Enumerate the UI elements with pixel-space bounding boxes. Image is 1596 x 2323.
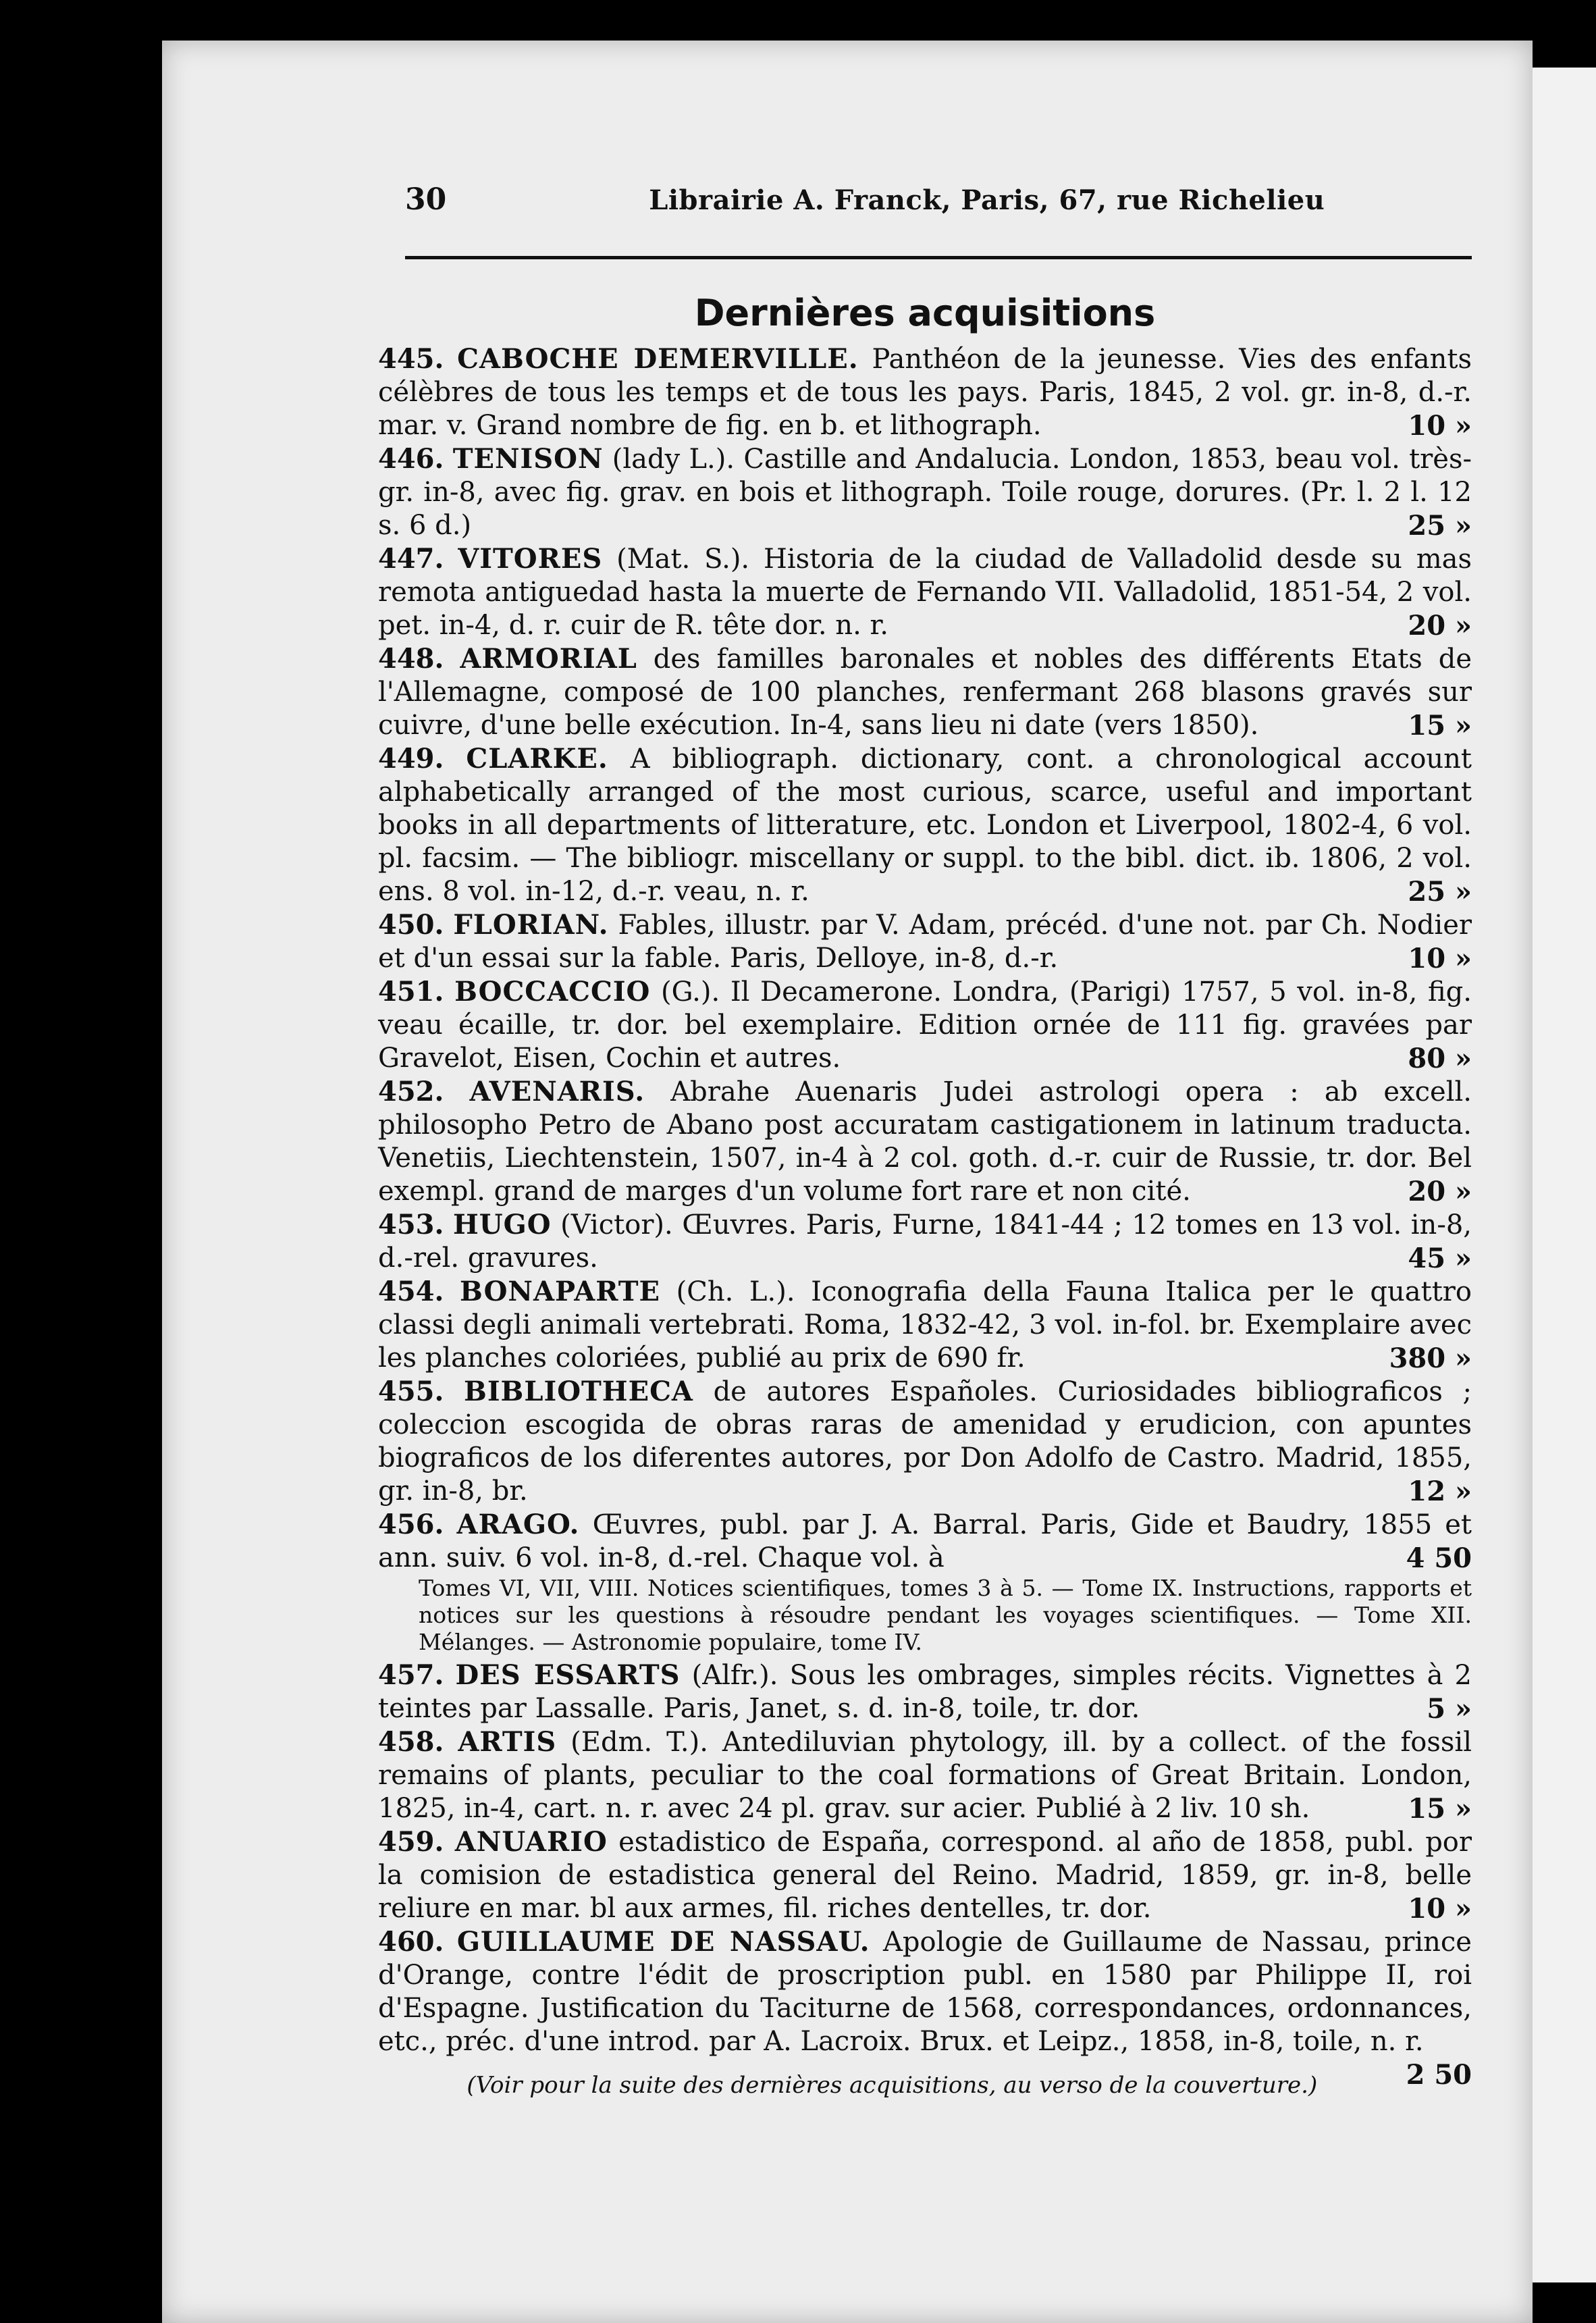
entry-number: 460. — [378, 1926, 444, 1958]
entry-text: (Victor). Œuvres. Paris, Furne, 1841-44 ; 12 tomes en 13 vol. in-8, d.-rel. gravures. — [378, 1209, 1472, 1274]
entry-number: 450. — [378, 909, 444, 941]
entry-number: 458. — [378, 1726, 444, 1758]
entry-number: 446. — [378, 443, 444, 475]
entry-text: Fables, illustr. par V. Adam, précéd. d'une not. par Ch. Nodier et d'un essai sur la fable. Paris, Delloye, in-8, d.-r. — [378, 910, 1472, 974]
entry-author: ARAGO. — [456, 1509, 580, 1540]
entry-price: 380 » — [1389, 1342, 1472, 1374]
entry-author: BONAPARTE — [460, 1276, 661, 1307]
entry-text: Œuvres, publ. par J. A. Barral. Paris, Gide et Baudry, 1855 et ann. suiv. 6 vol. in-8, d.-rel. Chaque vol. à — [378, 1509, 1472, 1573]
entry-author: VITORES — [458, 543, 603, 575]
list-item — [378, 1275, 1472, 1375]
entry-author: CLARKE. — [466, 743, 608, 775]
entry-number: 459. — [378, 1826, 444, 1858]
entry-author: BOCCACCIO — [454, 976, 651, 1008]
entry-text: (G.). Il Decamerone. Londra, (Parigi) 1757, 5 vol. in-8, fig. veau écaille, tr. dor. bel exemplaire. Edition ornée de 111 fig. gravées par Gravelot, Eisen, Cochin et autres. — [378, 976, 1472, 1074]
entry-number: 447. — [378, 543, 444, 575]
running-head — [405, 182, 1472, 259]
entry-text: (lady L.). Castille and Andalucia. London, 1853, beau vol. très-gr. in-8, avec fig. grav. en bois et lithograph. Toile rouge, dorures. (Pr. l. 2 l. 12 s. 6 d.) — [378, 444, 1472, 541]
entry-number: 457. — [378, 1659, 444, 1691]
entry-author: DES ESSARTS — [455, 1659, 681, 1691]
entry-price: 15 » — [1408, 710, 1472, 741]
next-page-edge — [1533, 68, 1596, 2282]
entry-text: (Edm. T.). Antediluvian phytology, ill. by a collect. of the fossil remains of plants, peculiar to the coal formations of Great Britain. London, 1825, in-4, cart. n. r. avec 24 pl. grav. sur acier. Publié à 2 liv. 10 sh. — [378, 1727, 1472, 1824]
entry-price: 4 50 — [1406, 1542, 1472, 1574]
list-item — [378, 742, 1472, 908]
entry-price: 80 » — [1408, 1043, 1472, 1074]
entry-text: des familles baronales et nobles des différents Etats de l'Allemagne, composé de 100 planches, renfermant 268 blasons gravés sur cuivre, d'une belle exécution. In-4, sans lieu ni date (vers 1850). — [378, 644, 1472, 741]
entry-price: 25 » — [1408, 510, 1472, 542]
entry-text: Apologie de Guillaume de Nassau, prince d'Orange, contre l'édit de proscription publ. en 1580 par Philippe II, roi d'Espagne. Justification du Taciturne de 1568, correspondances, ordonnances, etc., préc. d'une introd. par A. Lacroix. Brux. et Leipz., 1858, in-8, toile, n. r. — [378, 1927, 1472, 2057]
entry-number: 448. — [378, 643, 444, 675]
entry-text: Panthéon de la jeunesse. Vies des enfants célèbres de tous les temps et de tous les pays. Paris, 1845, 2 vol. gr. in-8, d.-r. mar. v. Grand nombre de fig. en b. et lithograph. — [378, 344, 1472, 441]
page-number: 30 — [405, 182, 447, 217]
entry-price: 10 » — [1408, 410, 1472, 442]
entry-price: 45 » — [1408, 1243, 1472, 1274]
entry-text: (Ch. L.). Iconografia della Fauna Italica per le quattro classi degli animali vertebrati. Roma, 1832-42, 3 vol. in-fol. br. Exemplaire avec les planches coloriées, publié au prix de 690 fr. — [378, 1276, 1472, 1374]
list-item — [378, 1375, 1472, 1508]
entry-text: de autores Españoles. Curiosidades bibliograficos ; coleccion escogida de obras raras de amenidad y erudicion, con apuntes biograficos de los diferentes autores, por Don Adolfo de Castro. Madrid, 1855, gr. in-8, br. — [378, 1376, 1472, 1507]
bookseller-imprint: Librairie A. Franck, Paris, 67, rue Richelieu — [649, 184, 1325, 216]
list-item — [378, 908, 1472, 975]
list-item — [378, 642, 1472, 742]
entry-price: 20 » — [1408, 1176, 1472, 1207]
entry-price: 10 » — [1408, 943, 1472, 974]
entry-price: 10 » — [1408, 1893, 1472, 1925]
list-item — [378, 1075, 1472, 1208]
page-content — [378, 182, 1472, 2099]
list-item — [378, 342, 1472, 442]
entry-text: (Mat. S.). Historia de la ciudad de Valladolid desde su mas remota antiguedad hasta la muerte de Fernando VII. Valladolid, 1851-54, 2 vol. pet. in-4, d. r. cuir de R. tête dor. n. r. — [378, 544, 1472, 641]
entry-number: 454. — [378, 1276, 444, 1307]
arago-volumes-note: Tomes VI, VII, VIII. Notices scientifiques, tomes 3 à 5. — Tome IX. Instructions, rapports et notices sur les questions à résoudre pendant les voyages scientifiques. — Tome XII. Mélanges. — Astronomie populaire, tome IV. — [419, 1575, 1472, 1655]
list-item — [378, 1508, 1472, 1575]
entry-author: HUGO — [452, 1209, 552, 1241]
entry-number: 451. — [378, 976, 444, 1008]
list-item — [378, 1208, 1472, 1275]
entry-text: estadistico de España, correspond. al año de 1858, publ. por la comision de estadistica general del Reino. Madrid, 1859, gr. in-8, belle reliure en mar. bl aux armes, fil. riches dentelles, tr. dor. — [378, 1827, 1472, 1924]
entry-author: ARMORIAL — [460, 643, 637, 675]
entry-number: 445. — [378, 343, 444, 375]
entry-number: 456. — [378, 1509, 444, 1540]
entry-author: AVENARIS. — [469, 1076, 645, 1107]
entry-author: TENISON — [452, 443, 604, 475]
entry-price: 15 » — [1408, 1793, 1472, 1825]
entry-author: ANUARIO — [454, 1826, 608, 1858]
entry-number: 455. — [378, 1376, 444, 1407]
entry-author: ARTIS — [458, 1726, 557, 1758]
continuation-note: (Voir pour la suite des dernières acquisitions, au verso de la couverture.) — [467, 2072, 1318, 2099]
section-title: Dernières acquisitions — [694, 292, 1156, 334]
entry-author: GUILLAUME DE NASSAU. — [456, 1926, 870, 1958]
list-item — [378, 975, 1472, 1075]
entry-text: (Alfr.). Sous les ombrages, simples récits. Vignettes à 2 teintes par Lassalle. Paris, Janet, s. d. in-8, toile, tr. dor. — [378, 1660, 1472, 1724]
list-item — [378, 1659, 1472, 1725]
entry-text: A bibliograph. dictionary, cont. a chronological account alphabetically arranged of the most curious, scarce, useful and important books in all departments of litterature, etc. London et Liverpool, 1802-4, 6 vol. pl. facsim. — The bibliogr. miscellany or suppl. to the bibl. dict. ib. 1806, 2 vol. ens. 8 vol. in-12, d.-r. veau, n. r. — [378, 743, 1472, 907]
list-item — [378, 542, 1472, 642]
list-item — [378, 1825, 1472, 1925]
entry-number: 453. — [378, 1209, 444, 1241]
entry-author: BIBLIOTHECA — [464, 1376, 693, 1407]
entry-price: 20 » — [1408, 610, 1472, 642]
list-item — [378, 442, 1472, 542]
entry-author: CABOCHE DEMERVILLE. — [457, 343, 859, 375]
entry-text: Abrahe Auenaris Judei astrologi opera : ab excell. philosopho Petro de Abano post accuratam castigationem in latinum traducta. Venetiis, Liechtenstein, 1507, in-4 à 2 col. goth. d.-r. cuir de Russie, tr. dor. Bel exempl. grand de marges d'un volume fort rare et non cité. — [378, 1076, 1472, 1207]
entry-price: 5 » — [1427, 1693, 1472, 1725]
entry-number: 452. — [378, 1076, 444, 1107]
list-item — [378, 1725, 1472, 1825]
entry-price: 2 50 — [1406, 2059, 1472, 2091]
entry-author: FLORIAN. — [453, 909, 609, 941]
entry-number: 449. — [378, 743, 444, 775]
entry-price: 12 » — [1408, 1476, 1472, 1507]
entry-price: 25 » — [1408, 876, 1472, 908]
